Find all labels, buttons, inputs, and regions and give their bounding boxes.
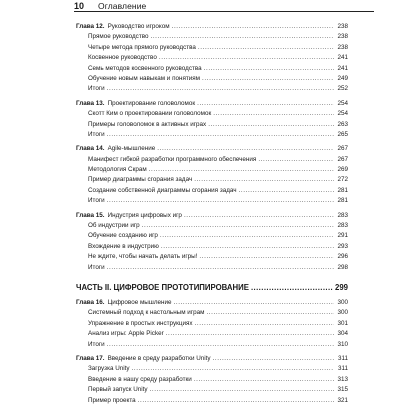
- entry-title: Пример проекта: [88, 396, 136, 404]
- chapter-number: Глава 13.: [76, 99, 105, 107]
- dot-leader: [150, 32, 334, 42]
- header-title: Оглавление: [98, 1, 147, 11]
- dot-leader: [172, 22, 334, 32]
- section-entry[interactable]: [76, 340, 348, 350]
- entry-page-number: 304: [337, 330, 348, 338]
- entry-title: Цифровое мышление: [107, 298, 172, 306]
- entry-page-number: 298: [337, 263, 348, 271]
- dot-leader: [194, 375, 334, 385]
- entry-title: Скотт Ким о проектировании головоломок: [88, 110, 212, 118]
- entry-title: Загрузка Unity: [88, 365, 130, 373]
- entry-page-number: 313: [337, 375, 348, 383]
- chapter-heading[interactable]: [76, 354, 348, 364]
- entry-title: Итоги: [88, 85, 105, 93]
- dot-leader: [204, 64, 334, 74]
- dot-leader: [198, 43, 334, 53]
- dot-leader: [199, 252, 334, 262]
- entry-page-number: 265: [337, 130, 348, 138]
- section-entry[interactable]: [76, 319, 348, 329]
- entry-page-number: 311: [337, 365, 348, 373]
- section-entry[interactable]: [76, 64, 348, 74]
- dot-leader: [160, 231, 334, 241]
- entry-title: Обучение новым навыкам и понятиям: [88, 74, 201, 82]
- section-entry[interactable]: [76, 263, 348, 273]
- chapter-number: Глава 15.: [76, 211, 105, 219]
- section-entry[interactable]: [76, 74, 348, 84]
- entry-page-number: 238: [337, 23, 348, 30]
- dot-leader: [174, 298, 334, 308]
- chapter-heading[interactable]: [76, 22, 348, 32]
- dot-leader: [107, 130, 334, 140]
- entry-page-number: 252: [337, 85, 348, 93]
- dot-leader: [107, 340, 334, 350]
- entry-page-number: 300: [337, 298, 348, 306]
- section-entry[interactable]: [76, 32, 348, 42]
- entry-title: Косвенное руководство: [88, 54, 157, 62]
- section-entry[interactable]: [76, 186, 348, 196]
- section-entry[interactable]: [76, 385, 348, 395]
- entry-page-number: 296: [337, 253, 348, 261]
- entry-title: Об индустрии игр: [88, 222, 140, 230]
- entry-title: Итоги: [88, 130, 105, 138]
- entry-page-number: 269: [337, 166, 348, 174]
- entry-title: Семь методов косвенного руководства: [88, 64, 202, 72]
- running-header: [74, 0, 374, 12]
- entry-page-number: 272: [337, 176, 348, 184]
- entry-page-number: 310: [337, 340, 348, 348]
- entry-page-number: 267: [337, 155, 348, 163]
- entry-title: Руководство игроком: [107, 23, 170, 30]
- chapter-heading[interactable]: [76, 211, 348, 221]
- entry-page-number: 301: [337, 319, 348, 327]
- entry-page-number: 283: [337, 222, 348, 230]
- entry-title: Проектирование головоломок: [107, 99, 196, 107]
- dot-leader: [107, 196, 334, 206]
- chapter-heading[interactable]: [76, 298, 348, 308]
- entry-title: Не ждите, чтобы начать делать игры!: [88, 253, 198, 261]
- section-entry[interactable]: [76, 84, 348, 94]
- section-entry[interactable]: [76, 53, 348, 63]
- entry-page-number: 293: [337, 242, 348, 250]
- entry-title: Вхождение в индустрию: [88, 242, 159, 250]
- dot-leader: [142, 221, 334, 231]
- chapter-number: Глава 17.: [76, 354, 105, 362]
- entry-title: ЧАСТЬ II. ЦИФРОВОЕ ПРОТОТИПИРОВАНИЕ: [76, 282, 249, 292]
- entry-page-number: 238: [337, 33, 348, 41]
- section-entry[interactable]: [76, 165, 348, 175]
- chapter-number: Глава 14.: [76, 145, 105, 153]
- dot-leader: [206, 308, 334, 318]
- section-entry[interactable]: [76, 364, 348, 374]
- dot-leader: [149, 165, 334, 175]
- chapter-heading[interactable]: [76, 144, 348, 154]
- dot-leader: [157, 144, 334, 154]
- section-entry[interactable]: [76, 252, 348, 262]
- entry-title: Системный подход к настольным играм: [88, 309, 205, 317]
- entry-title: Agile-мышление: [107, 145, 156, 153]
- entry-title: Первый запуск Unity: [88, 386, 148, 394]
- entry-page-number: 315: [337, 386, 348, 394]
- section-entry[interactable]: [76, 130, 348, 140]
- dot-leader: [251, 282, 333, 294]
- section-entry[interactable]: [76, 396, 348, 406]
- section-entry[interactable]: [76, 43, 348, 53]
- entry-title: Итоги: [88, 340, 105, 348]
- entry-title: Упражнение в простых инструкциях: [88, 319, 193, 327]
- chapter-number: Глава 12.: [76, 23, 105, 30]
- entry-title: Прямое руководство: [88, 33, 149, 41]
- entry-page-number: 254: [337, 110, 348, 118]
- dot-leader: [107, 263, 334, 273]
- entry-page-number: 241: [337, 54, 348, 62]
- chapter-number: Глава 16.: [76, 298, 105, 306]
- entry-title: Индустрия цифровых игр: [107, 211, 182, 219]
- dot-leader: [107, 84, 334, 94]
- entry-page-number: 254: [337, 99, 348, 107]
- entry-page-number: 263: [337, 120, 348, 128]
- entry-page-number: 267: [337, 145, 348, 153]
- entry-page-number: 291: [337, 232, 348, 240]
- entry-title: Итоги: [88, 263, 105, 271]
- entry-title: Четыре метода прямого руководства: [88, 43, 196, 51]
- dot-leader: [213, 354, 334, 364]
- entry-title: Обучение созданию игр: [88, 232, 158, 240]
- dot-leader: [197, 99, 334, 109]
- section-entry[interactable]: [76, 242, 348, 252]
- part-heading[interactable]: [76, 282, 348, 294]
- section-entry[interactable]: [76, 175, 348, 185]
- section-entry[interactable]: [76, 329, 348, 339]
- entry-page-number: 321: [337, 396, 348, 404]
- entry-title: Анализ игры: Apple Picker: [88, 330, 164, 338]
- entry-title: Введение в нашу среду разработки: [88, 375, 192, 383]
- entry-title: Примеры головоломок в активных играх: [88, 120, 207, 128]
- chapter-heading[interactable]: [76, 99, 348, 109]
- entry-page-number: 281: [337, 197, 348, 205]
- table-of-contents: [76, 22, 348, 406]
- section-entry[interactable]: [76, 308, 348, 318]
- entry-title: Создание собственной диаграммы сгорания задач: [88, 186, 237, 194]
- entry-page-number: 281: [337, 186, 348, 194]
- entry-title: Итоги: [88, 197, 105, 205]
- dot-leader: [159, 53, 334, 63]
- dot-leader: [239, 186, 334, 196]
- dot-leader: [138, 396, 334, 406]
- entry-page-number: 241: [337, 64, 348, 72]
- dot-leader: [166, 329, 334, 339]
- dot-leader: [213, 109, 334, 119]
- section-entry[interactable]: [76, 120, 348, 130]
- entry-title: Пример диаграммы сгорания задач: [88, 176, 193, 184]
- section-entry[interactable]: [76, 155, 348, 165]
- dot-leader: [195, 319, 334, 329]
- section-entry[interactable]: [76, 109, 348, 119]
- dot-leader: [208, 120, 334, 130]
- dot-leader: [150, 385, 334, 395]
- header-page-number: 10: [74, 1, 85, 11]
- dot-leader: [184, 211, 334, 221]
- entry-page-number: 299: [334, 282, 348, 292]
- entry-page-number: 311: [337, 354, 348, 362]
- entry-page-number: 238: [337, 43, 348, 51]
- dot-leader: [132, 364, 334, 374]
- dot-leader: [202, 74, 334, 84]
- dot-leader: [161, 242, 334, 252]
- section-entry[interactable]: [76, 231, 348, 241]
- section-entry[interactable]: [76, 221, 348, 231]
- dot-leader: [194, 175, 334, 185]
- entry-title: Манифест гибкой разработки программного обеспечения: [88, 155, 257, 163]
- dot-leader: [258, 155, 334, 165]
- entry-title: Методология Скрам: [88, 166, 147, 174]
- section-entry[interactable]: [76, 196, 348, 206]
- section-entry[interactable]: [76, 375, 348, 385]
- entry-title: Введение в среду разработки Unity: [107, 354, 211, 362]
- entry-page-number: 283: [337, 211, 348, 219]
- entry-page-number: 300: [337, 309, 348, 317]
- entry-page-number: 249: [337, 74, 348, 82]
